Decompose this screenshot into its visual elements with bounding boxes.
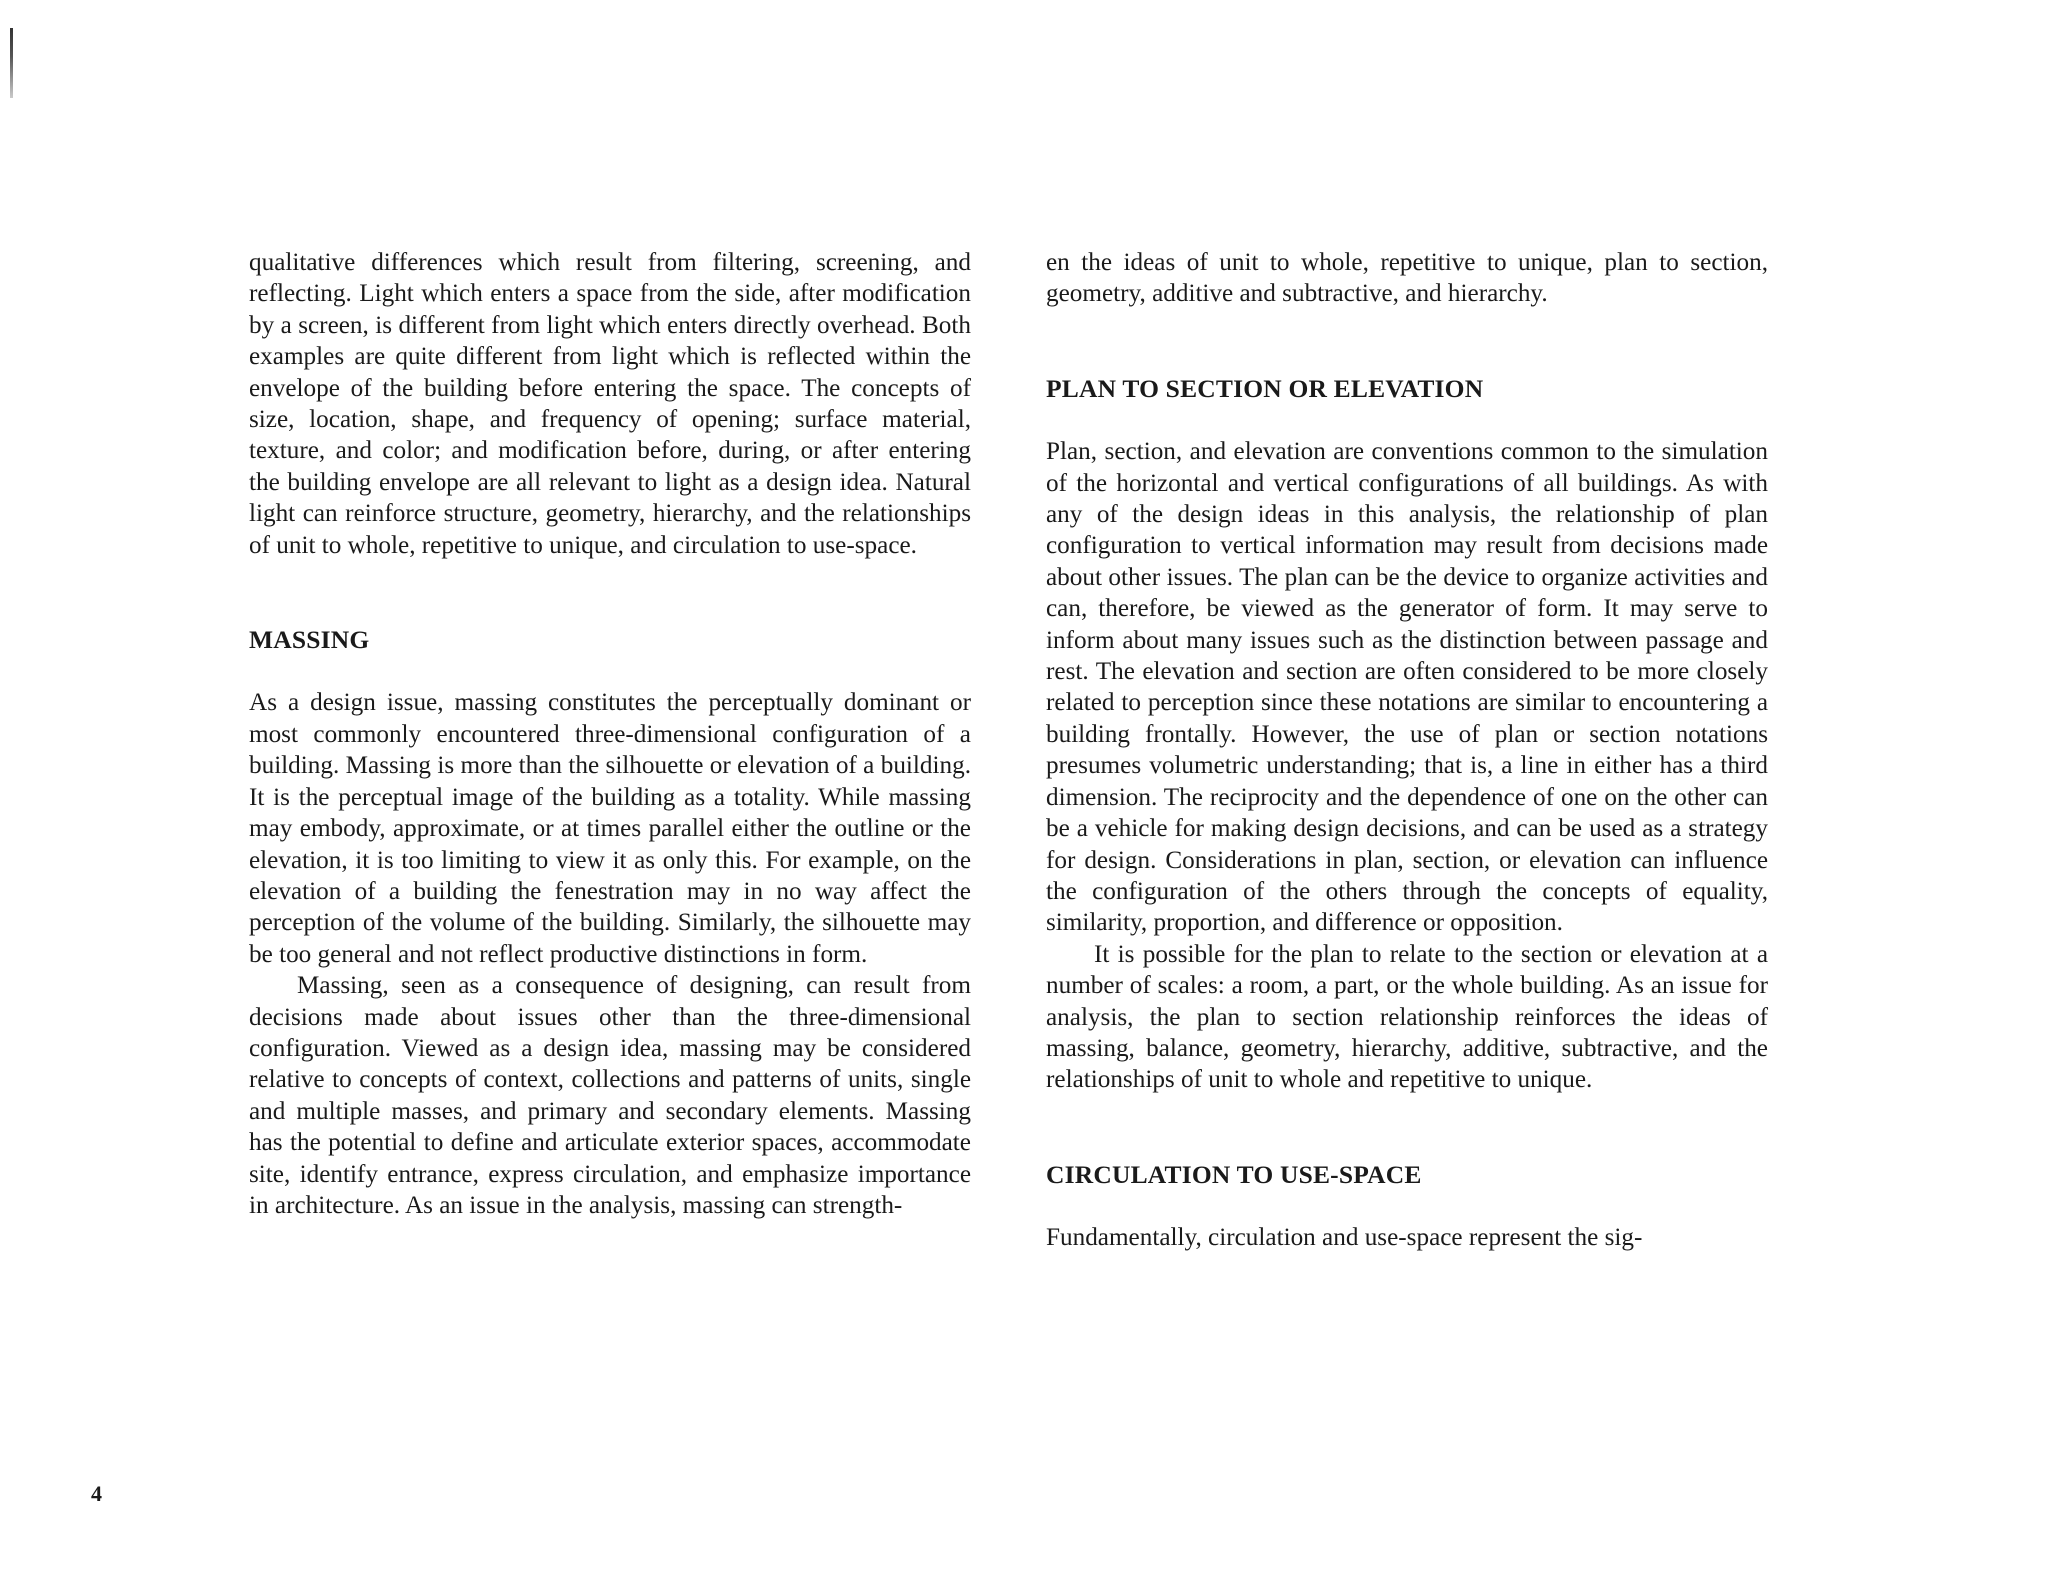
page-number: 4 <box>91 1481 102 1506</box>
intro-paragraph: qualitative differences which result from filtering, screening, and reflecting. Light which enters a space from the side, after modification by a screen, is different from light which enters directly overhead. Both examples are quite different from light which is reflected within the envelope of the building before entering the space. The concepts of size, location, shape, and frequency of opening; surface material, texture, and color; and modification before, during, or after entering the building envelope are all relevant to light as a design idea. Natural light can reinforce structure, geometry, hierarchy, and the relationships of unit to whole, repetitive to unique, and circulation to use-space. <box>249 249 971 559</box>
circulation-paragraph: Fundamentally, circulation and use-space represent the sig- <box>1046 1224 1643 1252</box>
plan-paragraph-1: Plan, section, and elevation are conventions common to the simulation of the horizontal and vertical configurations of all buildings. As with any of the design ideas in this analysis, the relationship of plan configuration to vertical information may result from decisions made about other issues. The plan can be the device to organize activities and can, therefore, be viewed as the generator of form. It may serve to inform about many issues such as the distinction between passage and rest. The elevation and section are often considered to be more closely related to perception since these notations are similar to encountering a building frontally. However, the use of plan or section notations presumes volumetric understanding; that is, a line in either has a third dimension. The reciprocity and the dependence of one on the other can be a vehicle for making design decisions, and can be used as a strategy for design. Considerations in plan, section, or elevation can influence the configuration of the others through the concepts of equality, similarity, proportion, and difference or opposition. <box>1046 438 1768 937</box>
scan-edge-mark <box>10 28 13 98</box>
circulation-heading: CIRCULATION TO USE-SPACE <box>1046 1159 1422 1189</box>
plan-paragraph-2: It is possible for the plan to relate to the section or elevation at a number of scales: a room, a part, or the whole building. As an issue for analysis, the plan to section relationship reinforces the ideas of massing, balance, geometry, hierarchy, additive, subtractive, and the relationships of unit to whole and repetitive to unique. <box>1046 940 1768 1094</box>
continuation-paragraph: en the ideas of unit to whole, repetitive to unique, plan to section, geometry, additive and subtractive, and hierarchy. <box>1046 249 1768 308</box>
massing-paragraph-1: As a design issue, massing constitutes the perceptually dominant or most commonly encountered three-dimensional configuration of a building. Massing is more than the silhouette or elevation of a building. It is the perceptual image of the building as a totality. While massing may embody, approximate, or at times parallel either the outline or the elevation, it is too limiting to view it as only this. For example, on the elevation of a building the fenestration may in no way affect the perception of the volume of the building. Similarly, the silhouette may be too general and not reflect productive distinctions in form. <box>249 689 971 968</box>
massing-heading: MASSING <box>249 625 370 655</box>
left-column <box>249 247 971 1221</box>
plan-section-heading: PLAN TO SECTION OR ELEVATION <box>1046 373 1484 403</box>
massing-paragraph-2: Massing, seen as a consequence of designing, can result from decisions made about issues other than the three-dimensional configuration. Viewed as a design idea, massing may be considered relative to concepts of context, collections and patterns of units, single and multiple masses, and primary and secondary elements. Massing has the potential to define and articulate exterior spaces, accommodate site, identify entrance, express circulation, and emphasize importance in architecture. As an issue in the analysis, massing can strength- <box>249 972 971 1219</box>
right-column <box>1046 247 1768 1254</box>
